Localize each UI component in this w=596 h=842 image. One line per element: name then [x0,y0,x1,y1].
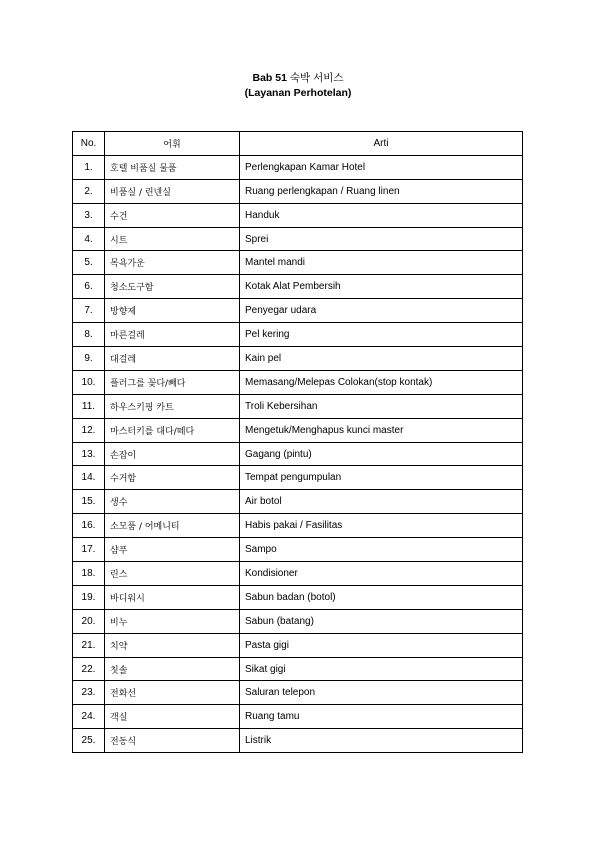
row-korean-word: 바디워시 [105,585,240,609]
row-indonesian-meaning: Troli Kebersihan [240,394,523,418]
row-number: 5. [73,251,105,275]
row-indonesian-meaning: Memasang/Melepas Colokan(stop kontak) [240,370,523,394]
row-korean-word: 전화선 [105,681,240,705]
row-indonesian-meaning: Handuk [240,203,523,227]
vocabulary-table [72,131,523,753]
row-indonesian-meaning: Sprei [240,227,523,251]
table-row [73,299,523,323]
table-row [73,705,523,729]
row-indonesian-meaning: Perlengkapan Kamar Hotel [240,155,523,179]
row-korean-word: 대걸레 [105,347,240,371]
row-indonesian-meaning: Sampo [240,538,523,562]
row-number: 16. [73,514,105,538]
row-number: 2. [73,179,105,203]
row-number: 3. [73,203,105,227]
row-korean-word: 청소도구함 [105,275,240,299]
table-row [73,466,523,490]
row-indonesian-meaning: Sikat gigi [240,657,523,681]
row-number: 1. [73,155,105,179]
row-indonesian-meaning: Gagang (pintu) [240,442,523,466]
row-number: 11. [73,394,105,418]
row-number: 14. [73,466,105,490]
row-number: 21. [73,633,105,657]
row-korean-word: 마른걸레 [105,323,240,347]
row-number: 22. [73,657,105,681]
row-korean-word: 칫솔 [105,657,240,681]
table-row [73,370,523,394]
row-indonesian-meaning: Ruang tamu [240,705,523,729]
header-meaning: Arti [240,132,523,156]
table-row [73,442,523,466]
row-korean-word: 비품실 / 린넨실 [105,179,240,203]
document-title [0,71,596,101]
row-indonesian-meaning: Pasta gigi [240,633,523,657]
row-number: 23. [73,681,105,705]
row-korean-word: 생수 [105,490,240,514]
row-indonesian-meaning: Kotak Alat Pembersih [240,275,523,299]
table-row [73,681,523,705]
table-row [73,490,523,514]
row-korean-word: 방향제 [105,299,240,323]
table-row [73,729,523,753]
row-indonesian-meaning: Pel kering [240,323,523,347]
row-number: 12. [73,418,105,442]
row-korean-word: 수건 [105,203,240,227]
row-indonesian-meaning: Penyegar udara [240,299,523,323]
table-row [73,657,523,681]
chapter-topic-korean: 숙박 서비스 [289,72,344,84]
row-number: 19. [73,585,105,609]
row-korean-word: 손잡이 [105,442,240,466]
row-korean-word: 소모품 / 어메니티 [105,514,240,538]
table-row [73,347,523,371]
row-indonesian-meaning: Kondisioner [240,562,523,586]
row-indonesian-meaning: Mengetuk/Menghapus kunci master [240,418,523,442]
row-korean-word: 시트 [105,227,240,251]
table-row [73,394,523,418]
table-row [73,633,523,657]
row-indonesian-meaning: Saluran telepon [240,681,523,705]
table-header-row [73,132,523,156]
row-korean-word: 호텔 비품실 물품 [105,155,240,179]
header-number: No. [73,132,105,156]
row-korean-word: 하우스키핑 카트 [105,394,240,418]
row-indonesian-meaning: Tempat pengumpulan [240,466,523,490]
row-korean-word: 목욕가운 [105,251,240,275]
row-korean-word: 린스 [105,562,240,586]
title-line-1 [0,71,596,86]
table-row [73,203,523,227]
table-row [73,275,523,299]
row-number: 20. [73,609,105,633]
table-row [73,179,523,203]
row-indonesian-meaning: Kain pel [240,347,523,371]
chapter-topic-indonesian: (Layanan Perhotelan) [244,87,352,99]
row-number: 15. [73,490,105,514]
row-korean-word: 전동식 [105,729,240,753]
row-number: 25. [73,729,105,753]
table-row [73,562,523,586]
table-row [73,514,523,538]
table-row [73,538,523,562]
table-row [73,609,523,633]
row-indonesian-meaning: Listrik [240,729,523,753]
chapter-number: Bab 51 [252,72,287,84]
row-number: 17. [73,538,105,562]
row-number: 13. [73,442,105,466]
row-indonesian-meaning: Mantel mandi [240,251,523,275]
row-number: 10. [73,370,105,394]
row-korean-word: 비누 [105,609,240,633]
table-row [73,251,523,275]
row-number: 6. [73,275,105,299]
row-indonesian-meaning: Air botol [240,490,523,514]
row-korean-word: 치약 [105,633,240,657]
row-number: 18. [73,562,105,586]
table-row [73,155,523,179]
row-indonesian-meaning: Sabun badan (botol) [240,585,523,609]
table-row [73,418,523,442]
row-number: 24. [73,705,105,729]
row-indonesian-meaning: Habis pakai / Fasilitas [240,514,523,538]
row-indonesian-meaning: Sabun (batang) [240,609,523,633]
row-number: 8. [73,323,105,347]
row-indonesian-meaning: Ruang perlengkapan / Ruang linen [240,179,523,203]
table-row [73,585,523,609]
table-row [73,227,523,251]
row-korean-word: 객실 [105,705,240,729]
row-korean-word: 샴푸 [105,538,240,562]
row-korean-word: 수거함 [105,466,240,490]
row-number: 7. [73,299,105,323]
row-korean-word: 마스터키를 대다/떼다 [105,418,240,442]
header-vocabulary: 어휘 [105,132,240,156]
row-number: 9. [73,347,105,371]
row-korean-word: 플러그를 꽂다/빼다 [105,370,240,394]
table-row [73,323,523,347]
row-number: 4. [73,227,105,251]
